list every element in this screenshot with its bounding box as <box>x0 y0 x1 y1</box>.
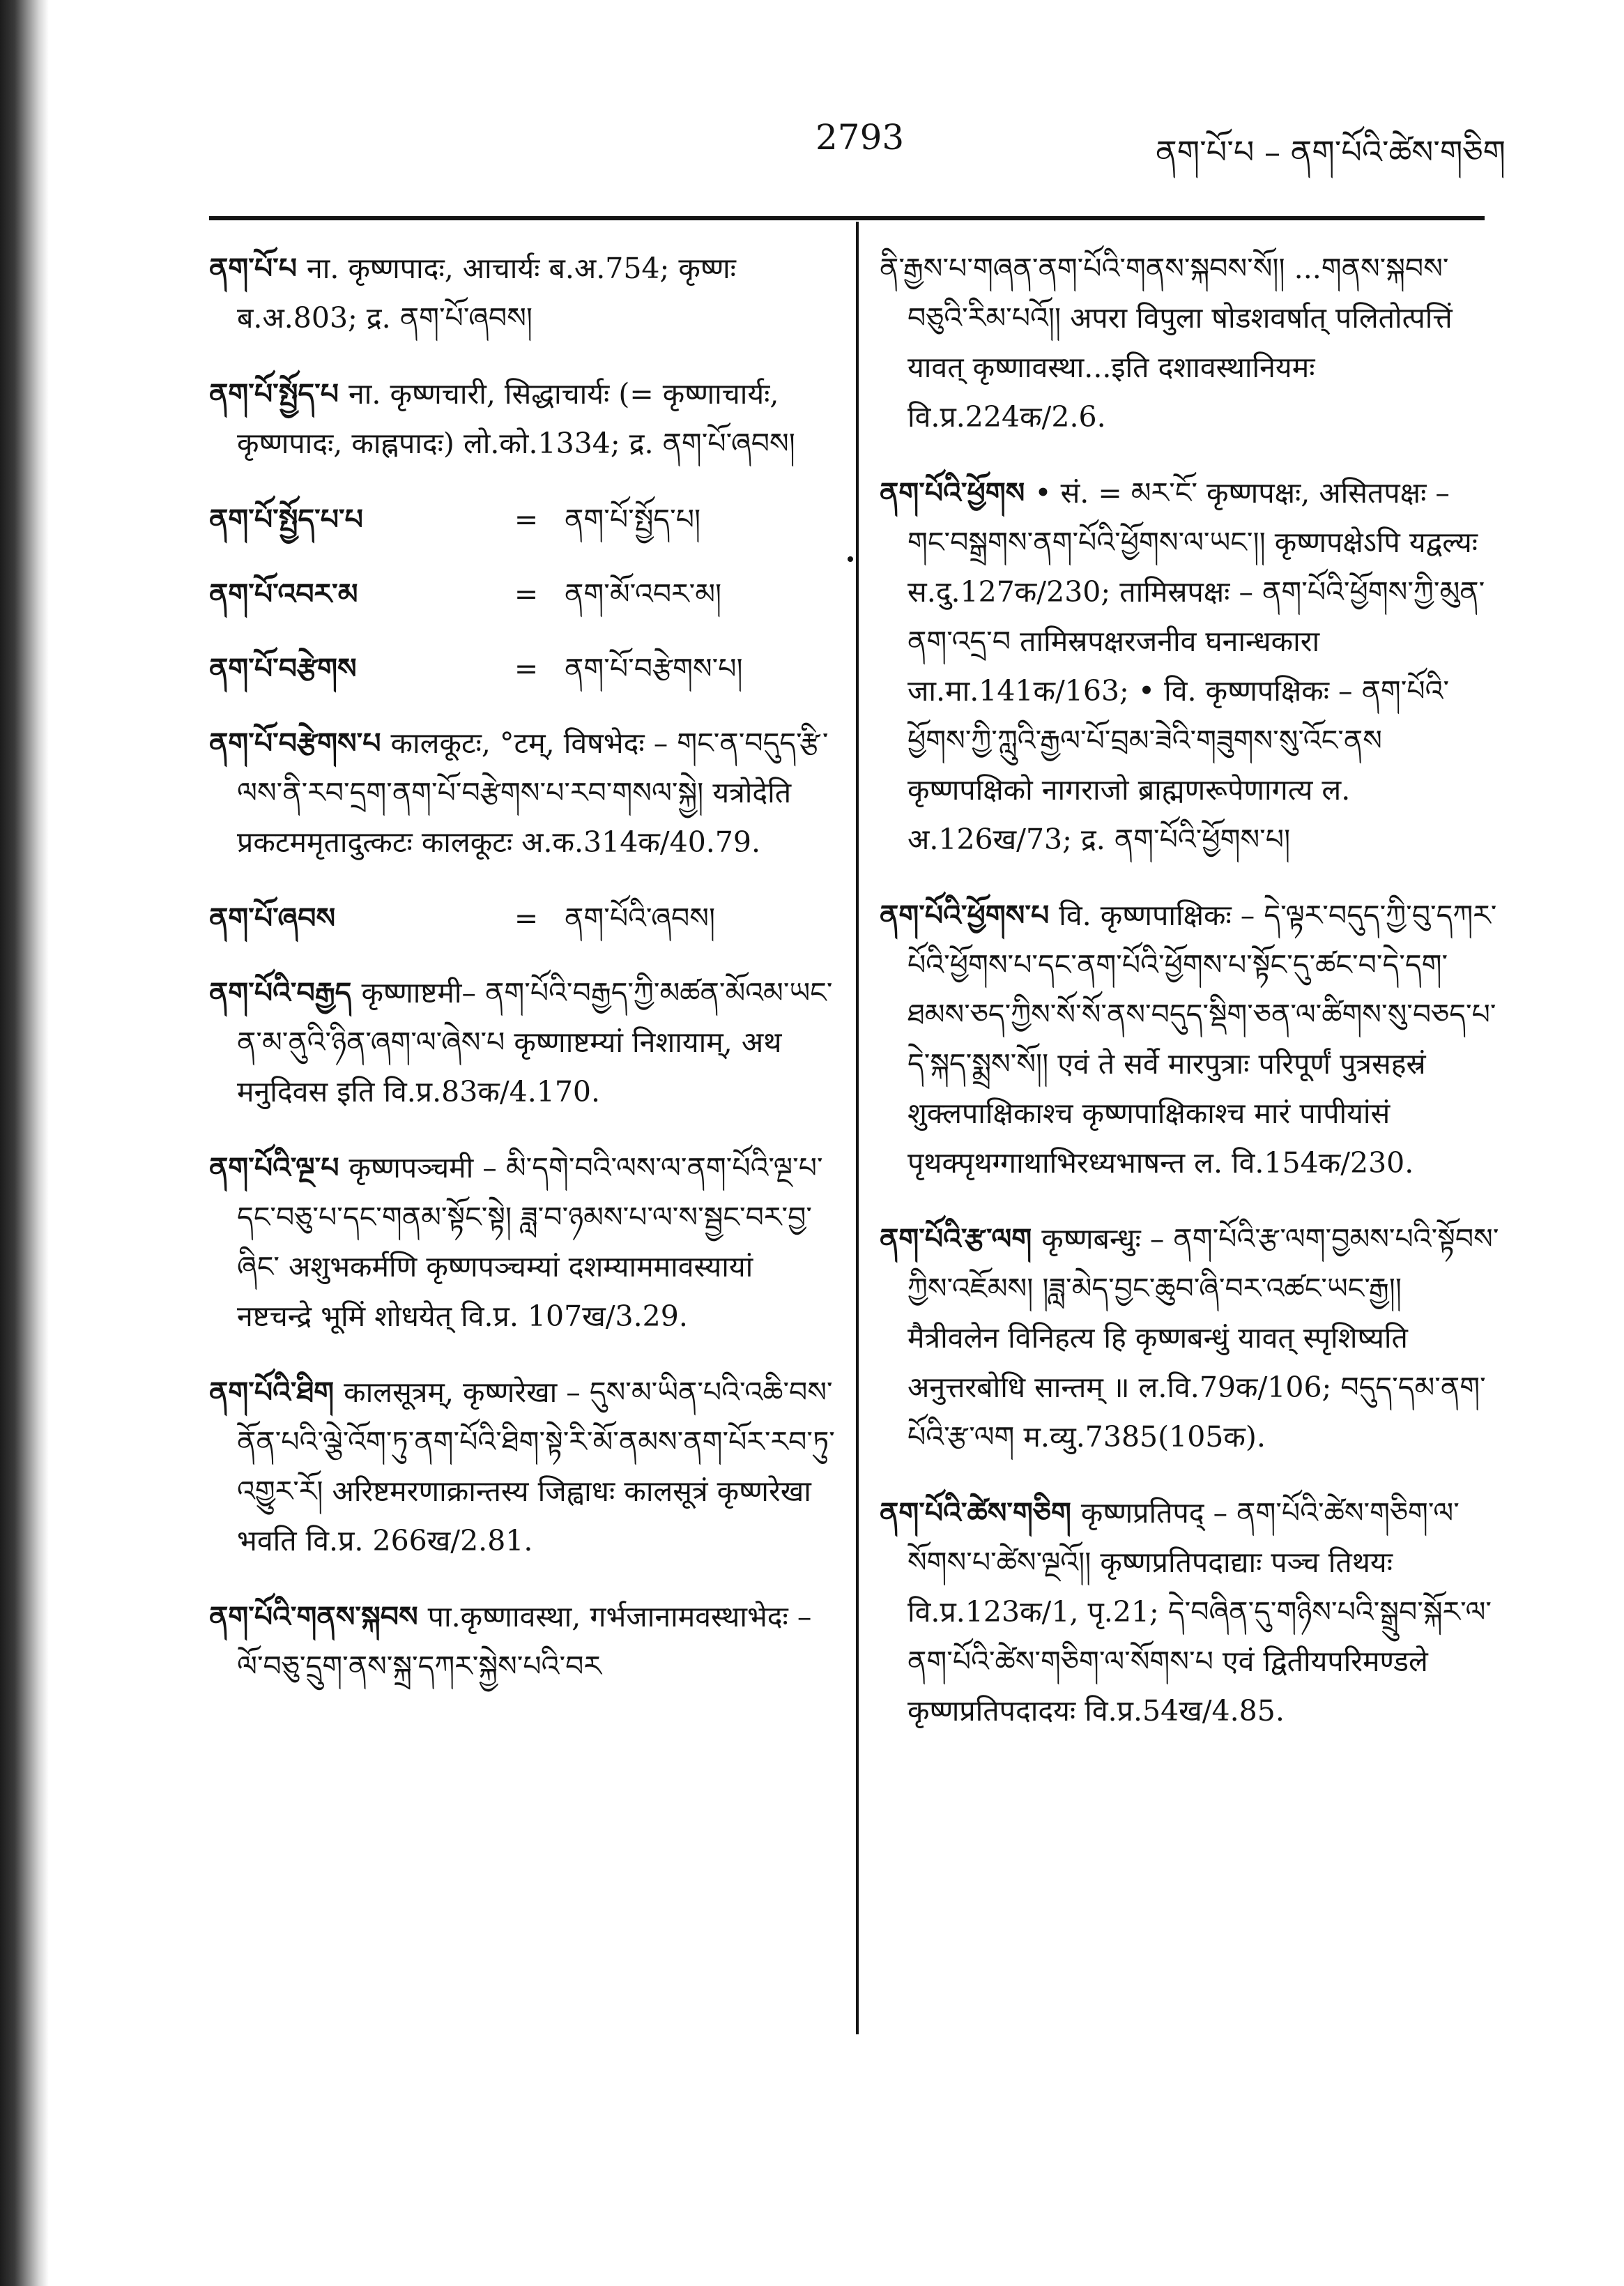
equals-sign: = <box>514 577 539 611</box>
cross-reference-target: ནག་པོའི་ཞབས། <box>565 901 716 935</box>
equals-sign: = <box>514 901 539 935</box>
cross-reference-target: ནག་པོ་སྤྱོད་པ། <box>565 503 701 536</box>
entry-headword: ནག་པོའི་ཐིག <box>209 1376 335 1409</box>
dictionary-entry <box>209 1592 836 1691</box>
cross-reference-target: ནག་མོ་འབར་མ། <box>565 577 722 611</box>
entry-headword: ནག་པོ་སྤྱོད་པ་པ <box>209 503 363 536</box>
running-head: ནག་པོ་པ – ནག་པོའི་ཚེས་གཅིག <box>1156 133 1506 171</box>
dictionary-entry <box>209 968 836 1117</box>
ink-dot <box>848 556 853 562</box>
entry-headword: ནག་པོ་བརྩེགས་པ <box>209 726 381 760</box>
dictionary-entry <box>209 1143 836 1341</box>
entry-definition: कृष्णबन्धुः – ནག་པོའི་རྩ་ལག་བྱམས་པའི་སྟོབས་ཀྱིས་འཇོམས། །ཟླ་མེད་བྱང་ཆུབ་ཞི་བར་འཚང་ཡང་རྒྱ།། मैत्रीवलेन विनिहत्य हि कृष्णबन्धुं यावत् स्पृशिष्यति अनुत्तरबोधि सान्तम् ॥ ल.वि.79क/106; བདུད་དམ་ནག་པོའི་རྩ་ལག म.व्यु.7385(105क). <box>907 1222 1499 1454</box>
entry-definition: पा.कृष्णावस्था, गर्भजानामवस्थाभेदः – ལོ་བཅུ་དྲུག་ནས་སྐྲ་དཀར་སྐྱེས་པའི་བར <box>237 1600 812 1683</box>
dictionary-entry <box>209 369 836 468</box>
entry-headword: ནག་པོ་སྤྱོད་པ <box>209 377 339 411</box>
equals-sign: = <box>514 503 539 536</box>
cross-reference-entry <box>209 570 836 619</box>
entry-definition: कृष्णाष्टमी– ནག་པོའི་བརྒྱད་ཀྱི་མཚན་མོའམ་ཡང་ན་མ་ནུའི་ཉིན་ཞག་ལ་ཞེས་པ कृष्णाष्टम्यां निशायाम्, अथ मनुदिवस इति वि.प्र.83क/4.170. <box>237 976 833 1108</box>
entry-definition: ནི་རྒྱས་པ་གཞན་ནག་པོའི་གནས་སྐབས་སོ།། ...གནས་སྐབས་བཅུའི་རིམ་པའོ།། अपरा विपुला षोडशवर्षात् पलितोत्पत्तिं यावत् कृष्णावस्था...इति दशावस्थानियमः वि.प्र.224क/2.6. <box>880 252 1453 434</box>
cross-reference-entry <box>209 495 836 544</box>
entry-headword: ནག་པོ་ཞབས <box>209 901 336 935</box>
entry-definition: कृष्णप्रतिपद् – ནག་པོའི་ཚེས་གཅིག་ལ་སོགས་པ་ཚེས་ལྔའོ།། कृष्णप्रतिपदाद्याः पञ्च तिथयः वि.प्र.123क/1, पृ.21; དེ་བཞིན་དུ་གཉིས་པའི་སྒྲུབ་སྐོར་ལ་ནག་པོའི་ཚེས་གཅིག་ལ་སོགས་པ एवं द्वितीयपरिमण्डले कृष्णप्रतिपदादयः वि.प्र.54ख/4.85. <box>907 1496 1492 1728</box>
entry-definition: कालकूटः, °टम्, विषभेदः – གང་ན་བདུད་རྩི་ལས་ནི་རབ་དྲག་ནག་པོ་བརྩེགས་པ་རབ་གསལ་སྐྱེ། यत्रोदेति प्रकटममृतादुत्कटः कालकूटः अ.क.314क/40.79. <box>237 726 829 859</box>
cross-reference-entry <box>209 894 836 943</box>
entry-definition: • सं. = མར་ངོ་ कृष्णपक्षः, असितपक्षः – གང་བསྒྲགས་ནག་པོའི་ཕྱོགས་ལ་ཡང་།། कृष्णपक्षेऽपि यद्वल्यः स.दु.127क/230; तामिस्रपक्षः – ནག་པོའི་ཕྱོགས་ཀྱི་མུན་ནག་འདྲ་བ तामिस्रपक्षरजनीव घनान्धकारा जा.मा.141क/163; • वि. कृष्णपक्षिकः – ནག་པོའི་ཕྱོགས་ཀྱི་ཀླུའི་རྒྱལ་པོ་བྲམ་ཟེའི་གཟུགས་སུ་འོང་ནས कृष्णपक्षिको नागराजो ब्राह्मणरूपेणागत्य ल. अ.126ख/73; द्र. ནག་པོའི་ཕྱོགས་པ། <box>907 476 1485 856</box>
entry-headword: ནག་པོའི་རྩ་ལག <box>880 1222 1032 1256</box>
cross-reference-target: ནག་པོ་བརྩེགས་པ། <box>565 652 743 685</box>
left-column <box>209 244 836 1718</box>
entry-headword: ནག་པོའི་ལྔ་པ <box>209 1151 339 1184</box>
entry-headword: ནག་པོའི་ཕྱོགས <box>880 476 1025 510</box>
dictionary-entry <box>209 1368 836 1566</box>
entry-headword: ནག་པོ་འབར་མ <box>209 577 358 611</box>
entry-headword: ནག་པོ་བརྩེགས <box>209 652 357 685</box>
dictionary-entry <box>880 1214 1500 1462</box>
entry-definition: वि. कृष्णपाक्षिकः – དེ་ལྟར་བདུད་ཀྱི་བུ་དཀར་པོའི་ཕྱོགས་པ་དང་ནག་པོའི་ཕྱོགས་པ་སྟོང་དུ་ཚང་བ་དེ་དག་ཐམས་ཅད་ཀྱིས་སོ་སོ་ནས་བདུད་སྡིག་ཅན་ལ་ཚིགས་སུ་བཅད་པ་དེ་སྐད་སྨྲས་སོ།། एवं ते सर्वे मारपुत्राः परिपूर्णं पुत्रसहस्रं शुक्लपाक्षिकाश्च कृष्णपाक्षिकाश्च मारं पापीयांसं पृथक्पृथग्गाथाभिरध्यभाषन्त ल. वि.154क/230. <box>907 899 1497 1180</box>
entry-headword: ནག་པོའི་བརྒྱད <box>209 976 352 1009</box>
entry-definition: ना. कृष्णचारी, सिद्धाचार्यः (= कृष्णाचार्यः, कृष्णपादः, काह्नपादः) लो.को.1334; द्र. ནག་པོ་ཞབས། <box>237 377 795 460</box>
cross-reference-entry <box>209 644 836 694</box>
book-binding-shadow <box>0 0 49 2286</box>
entry-headword: ནག་པོའི་གནས་སྐབས <box>209 1600 418 1633</box>
equals-sign: = <box>514 652 539 685</box>
header-rule <box>209 216 1485 220</box>
entry-headword: ནག་པོ་པ <box>209 252 297 285</box>
dictionary-entry <box>209 719 836 867</box>
entry-definition: कृष्णपञ्चमी – མི་དགེ་བའི་ལས་ལ་ནག་པོའི་ལྔ་པ་དང་བཅུ་པ་དང་གནམ་སྟོང་སྟེ། ཟླ་བ་ཉམས་པ་ལ་ས་སྦྱང་བར་བྱ་ཞིང་ अशुभकर्मणि कृष्णपञ्चम्यां दशम्याममावस्यायां नष्टचन्द्रे भूमिं शोधयेत् वि.प्र. 107ख/3.29. <box>237 1151 823 1333</box>
column-divider <box>856 222 859 2034</box>
entry-continuation <box>880 244 1500 442</box>
right-column <box>880 244 1500 1762</box>
entry-definition: कालसूत्रम्, कृष्णरेखा – དུས་མ་ཡིན་པའི་འཆི་བས་ནོན་པའི་ལྕེ་འོག་ཏུ་ནག་པོའི་ཐིག་སྟེ་རི་མོ་ནམས་ནག་པོར་རབ་ཏུ་འགྱུར་རོ། अरिष्टमरणाक्रान्तस्य जिह्वाधः कालसूत्रं कृष्णरेखा भवति वि.प्र. 266ख/2.81. <box>237 1376 835 1557</box>
entry-definition: ना. कृष्णपादः, आचार्यः ब.अ.754; कृष्णः ब.अ.803; द्र. ནག་པོ་ཞབས། <box>237 252 736 335</box>
entry-headword: ནག་པོའི་ཚེས་གཅིག <box>880 1496 1071 1530</box>
dictionary-entry <box>880 891 1500 1188</box>
page-number: 2793 <box>815 117 905 158</box>
entry-headword: ནག་པོའི་ཕྱོགས་པ <box>880 899 1050 932</box>
dictionary-entry <box>880 1488 1500 1736</box>
dictionary-entry <box>209 244 836 343</box>
dictionary-entry <box>880 468 1500 864</box>
